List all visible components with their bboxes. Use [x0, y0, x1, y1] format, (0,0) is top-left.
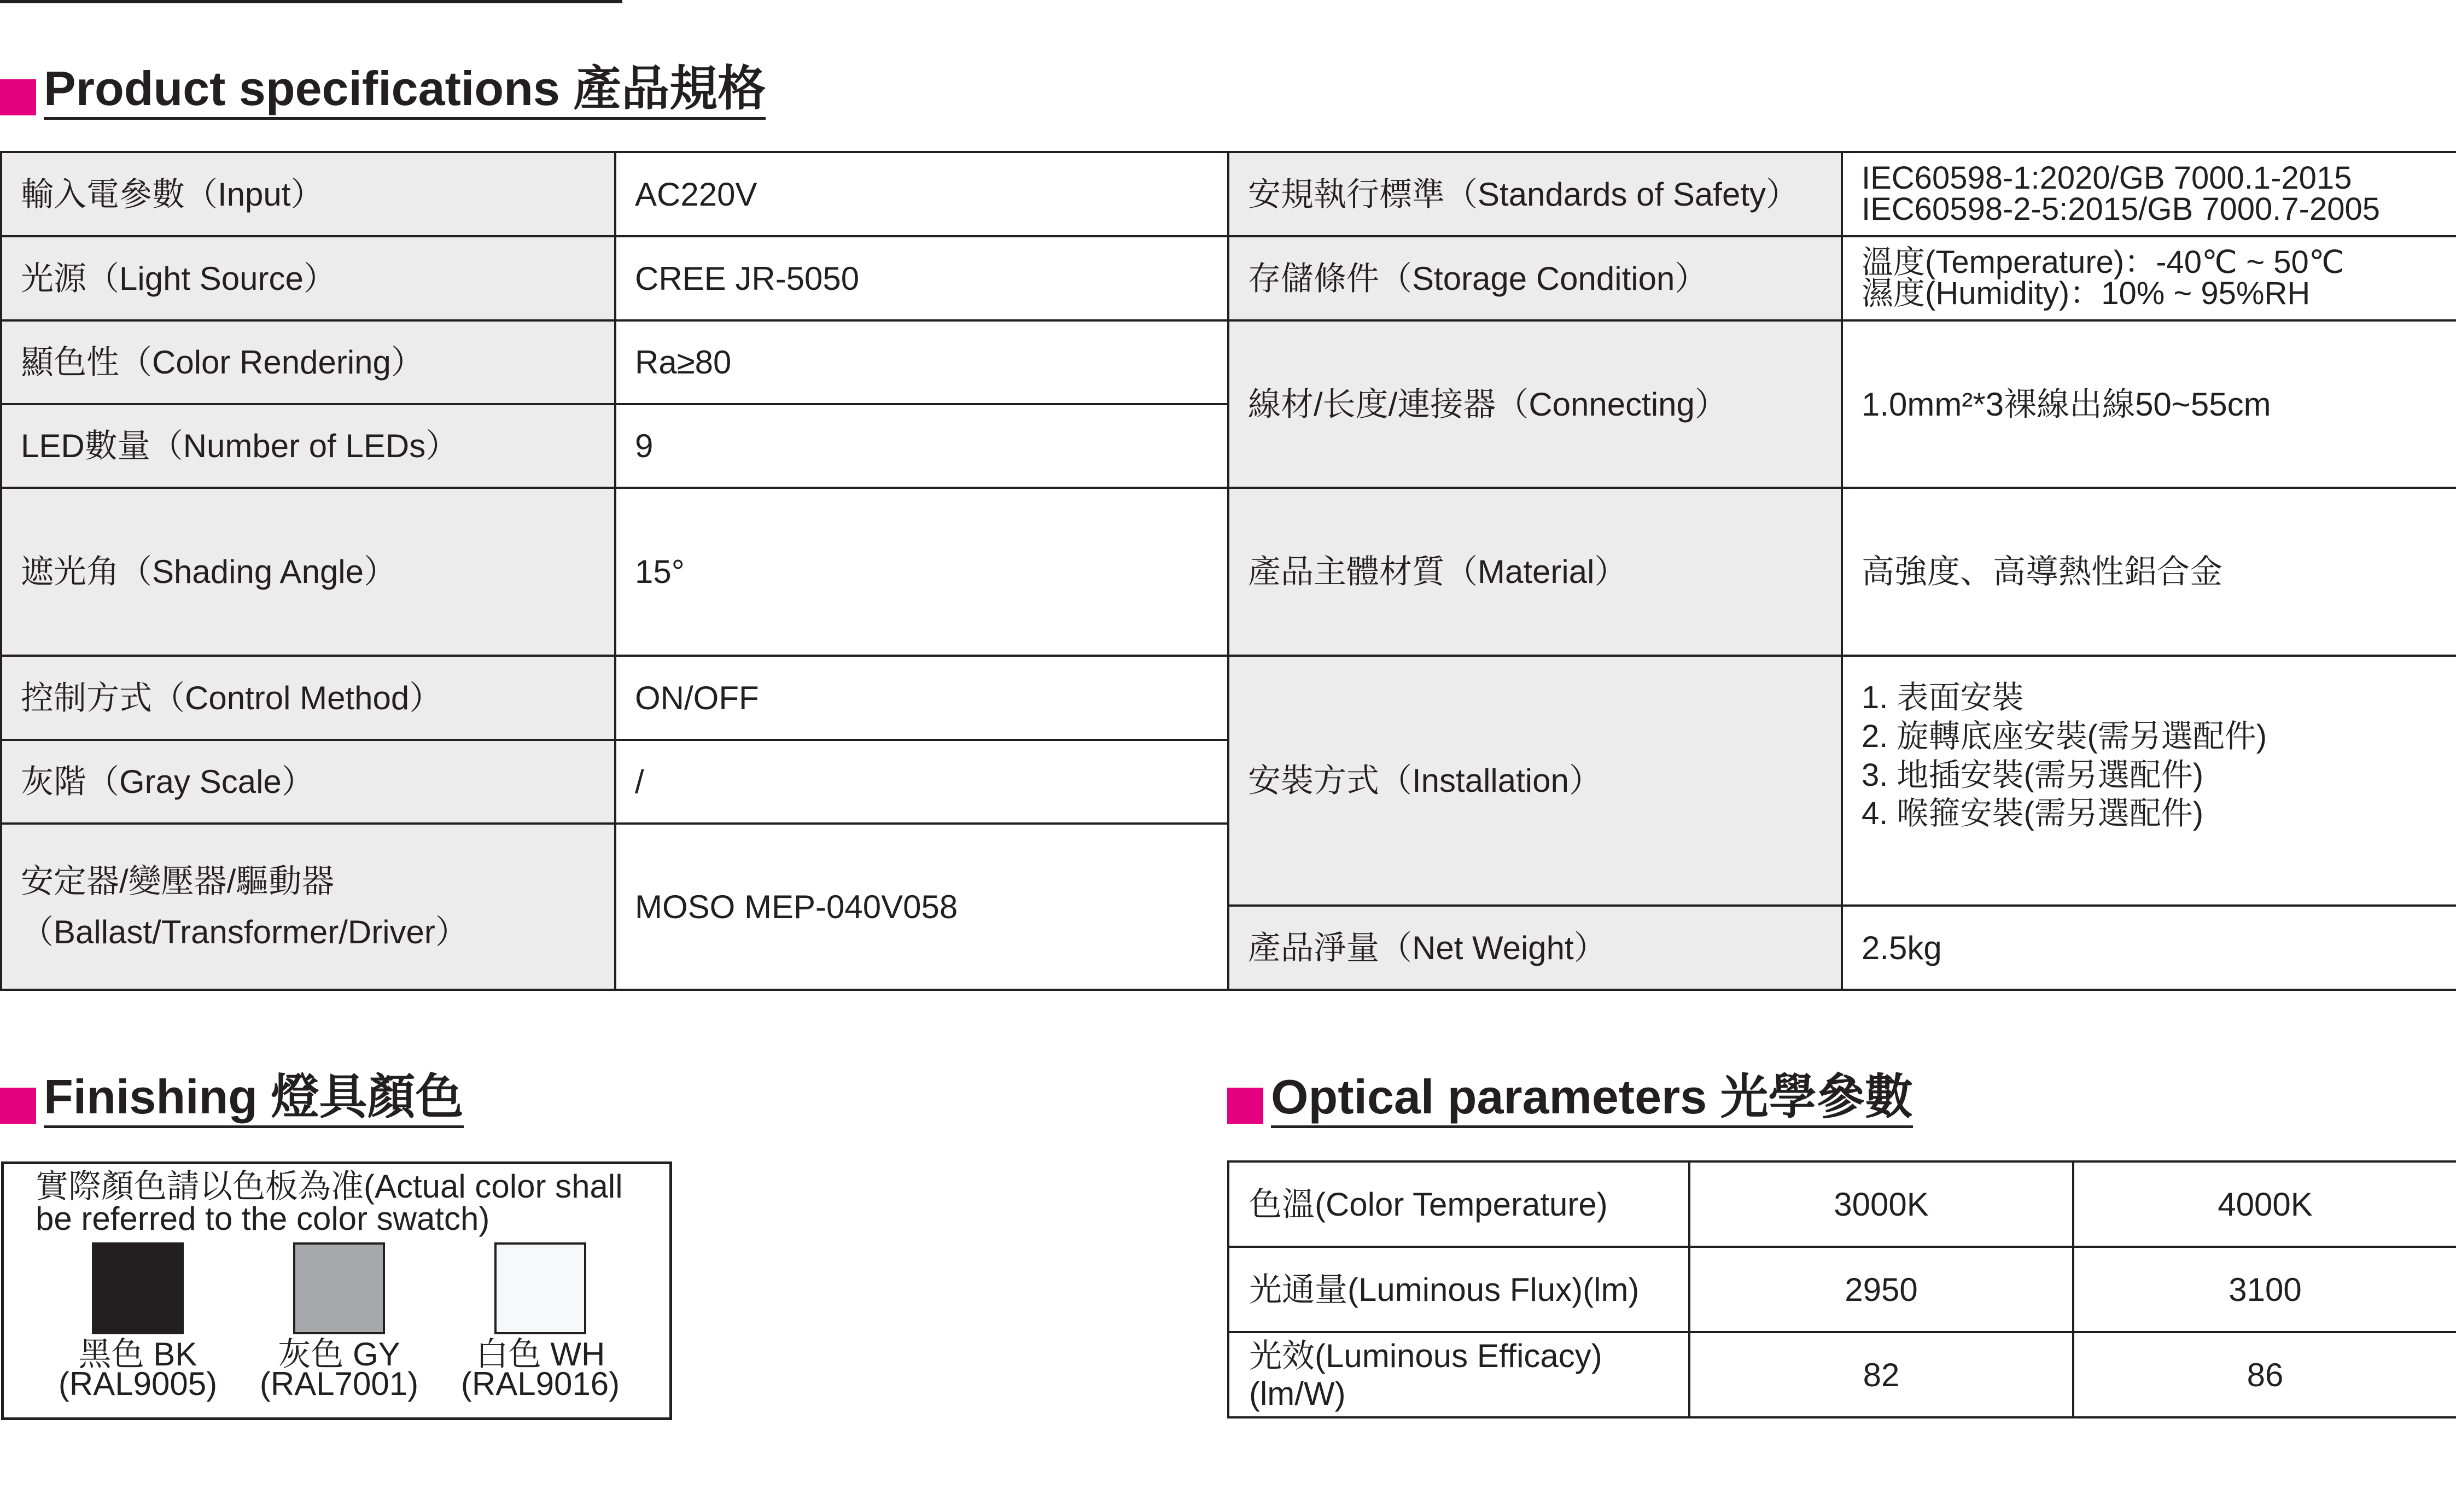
shading-value: 15°	[615, 488, 1228, 656]
optical-value: 86	[2073, 1332, 2456, 1417]
material-label: 產品主體材質（Material）	[1228, 488, 1842, 656]
gray-label: 灰階（Gray Scale）	[1, 740, 615, 824]
magenta-square-icon	[0, 79, 36, 115]
table-row	[1, 656, 2456, 740]
swatch-name: 白色 WH	[475, 1336, 605, 1373]
swatch-black	[45, 1242, 231, 1402]
color-rendering-label: 顯色性（Color Rendering）	[1, 320, 615, 404]
color-rendering-value: Ra≥80	[615, 320, 1228, 404]
safety-value-line: IEC60598-1:2020/GB 7000.1-2015	[1862, 160, 2352, 196]
color-chip-gray	[293, 1242, 385, 1334]
table-row	[1, 320, 2456, 404]
optical-title: Optical parameters 光學參數	[1271, 1073, 1913, 1128]
leds-value: 9	[615, 404, 1228, 488]
top-rule	[0, 0, 622, 3]
finishing-title: Finishing 燈具顏色	[44, 1073, 464, 1128]
finishing-note-line: be referred to the color swatch)	[36, 1200, 490, 1237]
swatch-code: (RAL9005)	[58, 1365, 218, 1402]
specs-heading	[0, 61, 766, 120]
table-row	[1228, 1332, 2456, 1417]
table-row	[1, 152, 2456, 236]
color-chip-white	[494, 1242, 586, 1334]
light-source-value: CREE JR-5050	[615, 236, 1228, 320]
safety-label: 安規執行標準（Standards of Safety）	[1228, 152, 1842, 236]
material-value: 高強度、高導熱性鋁合金	[1842, 488, 2456, 656]
installation-item: 4. 喉箍安裝(需另選配件)	[1862, 796, 2204, 832]
table-row	[1, 236, 2456, 320]
specs-title: Product specifications 產品規格	[44, 65, 766, 120]
shading-label: 遮光角（Shading Angle）	[1, 488, 615, 656]
control-label: 控制方式（Control Method）	[1, 656, 615, 740]
color-chip-black	[92, 1242, 184, 1334]
driver-label-line: 安定器/變壓器/驅動器	[21, 863, 335, 900]
finishing-note	[36, 1168, 623, 1237]
storage-value	[1842, 236, 2456, 320]
connecting-value: 1.0mm²*3裸線出線50~55cm	[1842, 320, 2456, 488]
table-row	[1, 488, 2456, 656]
finishing-box	[1, 1161, 672, 1420]
installation-value	[1842, 656, 2456, 906]
installation-label: 安裝方式（Installation）	[1228, 656, 1842, 906]
input-label: 輸入電參數（Input）	[1, 152, 615, 236]
table-row	[1228, 1161, 2456, 1247]
safety-value	[1842, 152, 2456, 236]
swatch-name: 黑色 BK	[78, 1336, 197, 1373]
table-row	[1228, 1247, 2456, 1332]
control-value: ON/OFF	[615, 656, 1228, 740]
optical-value: 4000K	[2073, 1161, 2456, 1247]
magenta-square-icon	[0, 1088, 36, 1124]
swatch-code: (RAL7001)	[259, 1365, 419, 1402]
safety-value-line: IEC60598-2-5:2015/GB 7000.7-2005	[1862, 191, 2381, 227]
optical-value: 3100	[2073, 1247, 2456, 1332]
specs-table	[0, 151, 2456, 991]
connecting-label: 線材/长度/連接器（Connecting）	[1228, 320, 1842, 488]
swatch-white	[447, 1242, 633, 1402]
light-source-label: 光源（Light Source）	[1, 236, 615, 320]
optical-label: 色溫(Color Temperature)	[1228, 1161, 1689, 1247]
gray-value: /	[615, 740, 1228, 824]
storage-value-line: 濕度(Humidity)：10% ~ 95%RH	[1862, 276, 2311, 311]
driver-label	[1, 824, 615, 990]
weight-label: 產品淨量（Net Weight）	[1228, 906, 1842, 990]
optical-value: 3000K	[1689, 1161, 2073, 1247]
optical-heading	[1227, 1070, 1913, 1128]
optical-value: 2950	[1689, 1247, 2073, 1332]
driver-value: MOSO MEP-040V058	[615, 824, 1228, 990]
optical-label: 光效(Luminous Efficacy)(lm/W)	[1228, 1332, 1689, 1417]
swatch-gray	[246, 1242, 432, 1402]
input-value: AC220V	[615, 152, 1228, 236]
optical-table	[1227, 1160, 2456, 1418]
swatch-name: 灰色 GY	[278, 1336, 400, 1373]
swatch-code: (RAL9016)	[460, 1365, 620, 1402]
finishing-heading	[0, 1070, 464, 1128]
installation-item: 1. 表面安裝	[1862, 680, 2024, 715]
magenta-square-icon	[1227, 1088, 1263, 1124]
finishing-note-line: 實際顏色請以色板為准(Actual color shall	[36, 1168, 623, 1205]
optical-label: 光通量(Luminous Flux)(lm)	[1228, 1247, 1689, 1332]
optical-value: 82	[1689, 1332, 2073, 1417]
installation-item: 3. 地插安裝(需另選配件)	[1862, 757, 2204, 793]
storage-value-line: 溫度(Temperature)：-40℃ ~ 50℃	[1862, 244, 2344, 281]
weight-value: 2.5kg	[1842, 906, 2456, 990]
storage-label: 存儲條件（Storage Condition）	[1228, 236, 1842, 320]
leds-label: LED數量（Number of LEDs）	[1, 404, 615, 488]
installation-item: 2. 旋轉底座安裝(需另選配件)	[1862, 718, 2267, 754]
driver-label-line: （Ballast/Transformer/Driver）	[21, 914, 468, 950]
